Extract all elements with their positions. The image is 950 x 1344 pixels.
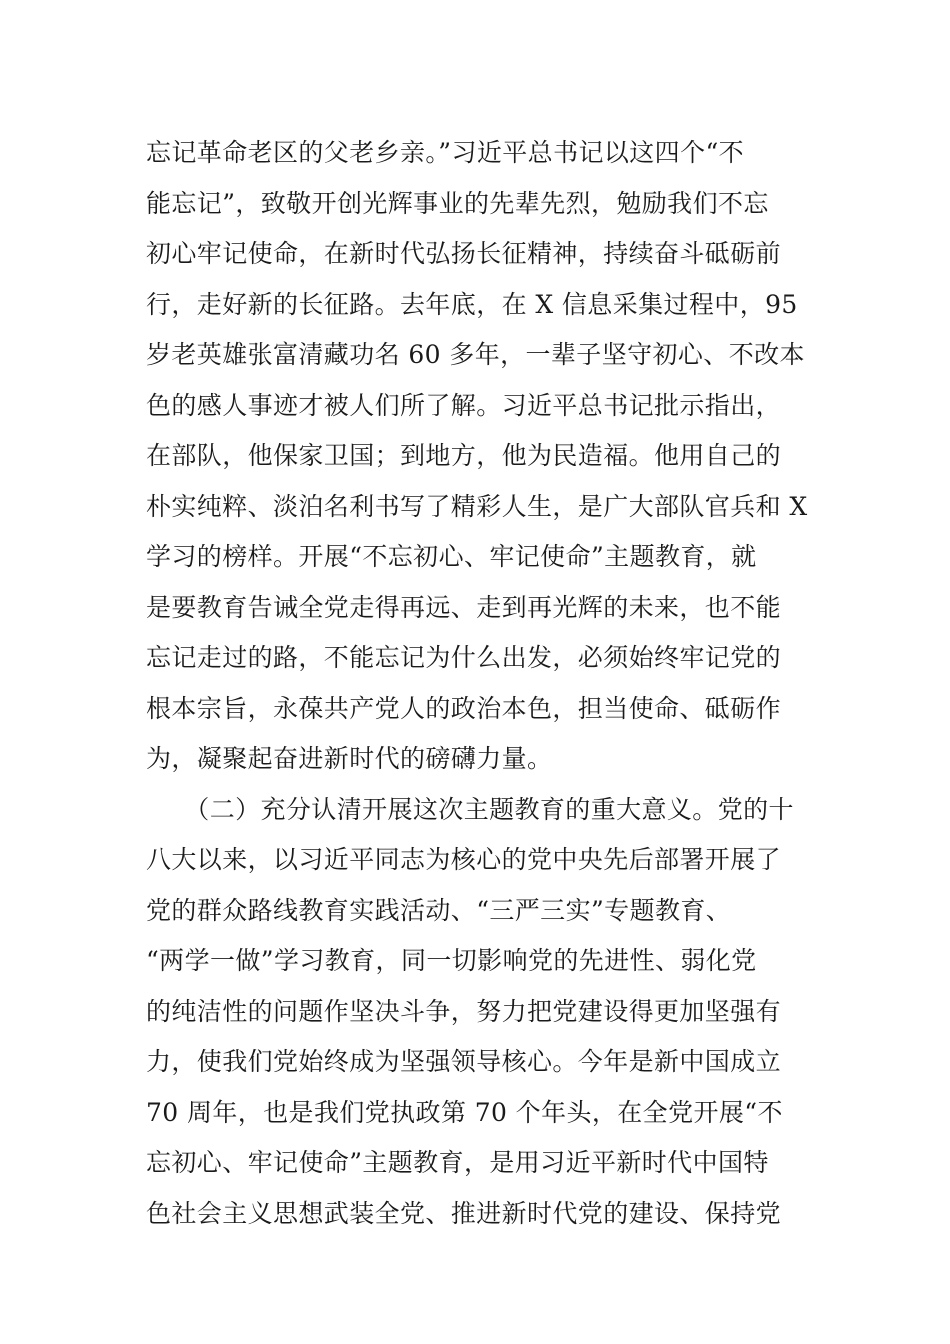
text-line: 70 周年，也是我们党执政第 70 个年头，在全党开展“不 bbox=[146, 1097, 783, 1127]
text-line: 岁老英雄张富清藏功名 60 多年，一辈子坚守初心、不改本 bbox=[146, 340, 805, 369]
text-line: 的纯洁性的问题作坚决斗争，努力把党建设得更加坚强有 bbox=[146, 996, 782, 1026]
text-line: 在部队，他保家卫国；到地方，他为民造福。他用自己的 bbox=[146, 441, 782, 470]
text-line: 忘记走过的路，不能忘记为什么出发，必须始终牢记党的 bbox=[146, 643, 782, 672]
text-line: 朴实纯粹、淡泊名利书写了精彩人生，是广大部队官兵和 X bbox=[146, 491, 808, 521]
text-line: 是要教育告诫全党走得再远、走到再光辉的未来，也不能 bbox=[146, 592, 782, 622]
text-line: 忘记革命老区的父老乡亲。”习近平总书记以这四个“不 bbox=[146, 138, 745, 167]
text-line: 为，凝聚起奋进新时代的磅礴力量。 bbox=[146, 744, 553, 773]
text-line: 初心牢记使命，在新时代弘扬长征精神，持续奋斗砥砺前 bbox=[146, 239, 782, 268]
text-line: 根本宗旨，永葆共产党人的政治本色，担当使命、砥砺作 bbox=[146, 693, 782, 723]
text-line: 学习的榜样。开展“不忘初心、牢记使命”主题教育，就 bbox=[146, 542, 757, 571]
text-line: 能忘记”，致敬开创光辉事业的先辈先烈，勉励我们不忘 bbox=[146, 188, 769, 218]
text-line: 党的群众路线教育实践活动、“三严三实”专题教育、 bbox=[146, 895, 732, 925]
text-line: 力，使我们党始终成为坚强领导核心。今年是新中国成立 bbox=[146, 1047, 782, 1076]
paragraph-heading-line: （二）充分认清开展这次主题教育的重大意义。党的十 bbox=[146, 794, 794, 824]
text-line: 行，走好新的长征路。去年底，在 X 信息采集过程中，95 bbox=[146, 289, 798, 319]
text-line: “两学一做”学习教育，同一切影响党的先进性、弱化党 bbox=[146, 946, 757, 975]
text-line: 忘初心、牢记使命”主题教育，是用习近平新时代中国特 bbox=[146, 1148, 769, 1177]
text-line: 色的感人事迹才被人们所了解。习近平总书记批示指出， bbox=[146, 390, 782, 420]
text-line: 色社会主义思想武装全党、推进新时代党的建设、保持党 bbox=[146, 1198, 782, 1228]
body-text bbox=[146, 128, 816, 1239]
text-line: 八大以来，以习近平同志为核心的党中央先后部署开展了 bbox=[146, 845, 782, 874]
